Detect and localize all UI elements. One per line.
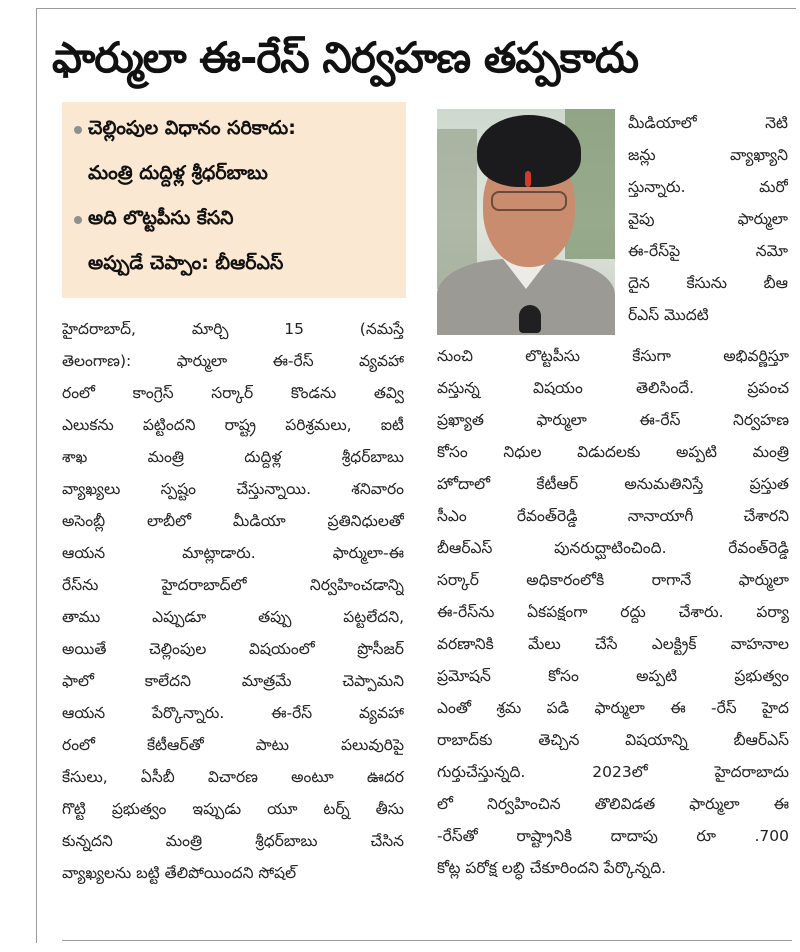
article-text-line: శాఖ మంత్రి దుద్దిళ్ల శ్రీధర్‌బాబు bbox=[62, 448, 404, 466]
article-text-line: ఈ-రేస్‌ను ఏకపక్షంగా రద్దు చేశారు. పర్యా bbox=[437, 603, 789, 621]
article-text-line: ర్‌ఎస్ మొదటి bbox=[628, 306, 709, 324]
highlight-line: చెల్లింపుల విధానం సరికాదు: bbox=[88, 117, 296, 139]
article-text-line: మీడియాలో నెటి bbox=[628, 114, 788, 132]
article-text-line: ఎలుకను పట్టిందని రాష్ట్ర పరిశ్రమలు, ఐటీ bbox=[62, 416, 404, 434]
article-text-line: ఆయన పేర్కొన్నారు. ఈ-రేస్ వ్యవహా bbox=[62, 704, 404, 722]
article-text-line: గుర్తుచేస్తున్నది. 2023లో హైదరాబాదు bbox=[437, 763, 789, 781]
article-text-line: ప్రఖ్యాత ఫార్ములా ఈ-రేస్ నిర్వహణ bbox=[437, 411, 789, 429]
article-text-line: ఆయన మాట్లాడారు. ఫార్ములా-ఈ bbox=[62, 544, 404, 562]
article-text-line: దైన కేసును బీఆ bbox=[628, 274, 788, 292]
article-text-line: హైదరాబాద్, మార్చి 15 (నమస్తే bbox=[62, 320, 404, 338]
article-text-line: రంలో కేటీఆర్‌తో పాటు పలువురిపై bbox=[62, 736, 404, 754]
article-body-right-top-column bbox=[628, 107, 788, 331]
article-text-line: సర్కార్ అధికారంలోకి రాగానే ఫార్ములా bbox=[437, 571, 789, 589]
article-text-line: బీఆర్‌ఎస్ పునరుద్ఘాటించింది. రేవంత్‌రెడ్డి bbox=[437, 539, 789, 557]
article-text-line: రంలో కాంగ్రెస్ సర్కార్ కొండను తవ్వి bbox=[62, 384, 404, 402]
highlight-line: అది లొట్టపీసు కేసని bbox=[88, 207, 234, 229]
article-text-line: గొట్టి ప్రభుత్వం ఇప్పుడు యూ టర్న్ తీసు bbox=[62, 800, 404, 818]
bullet-icon bbox=[74, 126, 82, 134]
article-text-line: కోట్ల పరోక్ష లబ్ధి చేకూరిందని పేర్కొన్నది. bbox=[437, 859, 667, 877]
article-text-line: రేస్‌ను హైదరాబాద్‌లో నిర్వహించడాన్ని bbox=[62, 576, 404, 594]
article-body-right-column bbox=[437, 340, 789, 884]
article-text-line: వరణానికి మేలు చేసే ఎలక్ట్రిక్ వాహనాల bbox=[437, 635, 789, 653]
article-text-line: సీఎం రేవంత్‌రెడ్డి నానాయాగీ చేశారని bbox=[437, 507, 789, 525]
bullet-icon bbox=[74, 216, 82, 224]
article-text-line: -రేస్‌తో రాష్ట్రానికి దాదాపు రూ .700 bbox=[437, 827, 789, 845]
article-text-line: తెలంగాణ): ఫార్ములా ఈ-రేస్ వ్యవహా bbox=[62, 352, 404, 370]
article-text-line: కున్నదని మంత్రి శ్రీధర్‌బాబు చేసిన bbox=[62, 832, 404, 850]
article-text-line: రాబాద్‌కు తెచ్చిన విషయాన్ని బీఆర్‌ఎస్ bbox=[437, 731, 789, 749]
article-text-line: ఫాలో కాలేదని మాత్రమే చెప్పామని bbox=[62, 672, 404, 690]
highlight-item bbox=[62, 106, 406, 196]
article-text-line: ప్రమోషన్ కోసం అప్పటి ప్రభుత్వం bbox=[437, 667, 789, 685]
article-text-line: కేసులు, ఏసీబీ విచారణ అంటూ ఊదర bbox=[62, 768, 404, 786]
article-text-line: కోసం నిధుల విడుదలకు అప్పటి మంత్రి bbox=[437, 443, 789, 461]
article-text-line: అయితే చెల్లింపుల విషయంలో ప్రొసీజర్ bbox=[62, 640, 404, 658]
highlight-item bbox=[62, 196, 406, 286]
article-text-line: ఎంతో శ్రమ పడి ఫార్ములా ఈ -రేస్ హైద bbox=[437, 699, 789, 717]
article-text-line: వ్యాఖ్యలు స్పష్టం చేస్తున్నాయి. శనివారం bbox=[62, 480, 404, 498]
article-body-left-column bbox=[62, 313, 404, 889]
article-headline: ఫార్ములా ఈ-రేస్ నిర్వహణ తప్పకాదు bbox=[52, 33, 639, 82]
article-text-line: ఈ-రేస్‌పై నమో bbox=[628, 242, 788, 260]
highlight-line: అప్పుడే చెప్పాం: బీఆర్‌ఎస్ bbox=[88, 252, 284, 274]
highlight-line: మంత్రి దుద్దిళ్ల శ్రీధర్‌బాబు bbox=[88, 162, 268, 184]
article-text-line: వస్తున్న విషయం తెలిసిందే. ప్రపంచ bbox=[437, 379, 789, 397]
article-text-line: స్తున్నారు. మరో bbox=[628, 178, 788, 196]
highlights-box bbox=[62, 102, 406, 298]
article-text-line: అసెంబ్లీ లాబీలో మీడియా ప్రతినిధులతో bbox=[62, 512, 404, 530]
article-text-line: తాము ఎప్పుడూ తప్పు పట్టలేదని, bbox=[62, 608, 404, 626]
article-text-line: జన్లు వ్యాఖ్యాని bbox=[628, 146, 788, 164]
article-text-line: నుంచి లొట్టపీసు కేసుగా అభివర్ణిస్తూ bbox=[437, 347, 789, 365]
microphone-icon bbox=[519, 305, 541, 333]
bottom-divider bbox=[62, 940, 792, 941]
article-text-line: లో నిర్వహించిన తొలివిడత ఫార్ములా ఈ bbox=[437, 795, 789, 813]
article-text-line: వైపు ఫార్ములా bbox=[628, 210, 788, 228]
minister-photo bbox=[437, 109, 615, 335]
article-text-line: వ్యాఖ్యలను బట్టి తేలిపోయిందని సోషల్ bbox=[62, 864, 297, 882]
article-text-line: హోదాలో కేటీఆర్ అనుమతినిస్తే ప్రస్తుత bbox=[437, 475, 789, 493]
